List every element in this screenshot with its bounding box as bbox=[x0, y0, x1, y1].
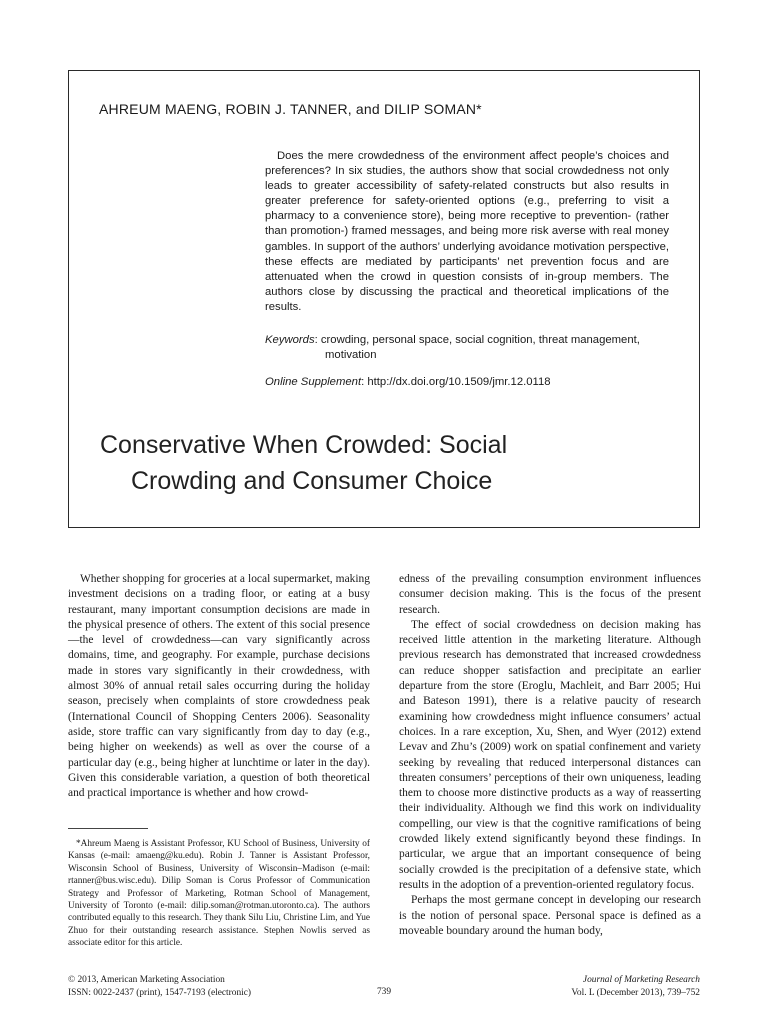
supplement-label: Online Supplement bbox=[265, 376, 362, 388]
abstract: Does the mere crowdedness of the environment affect people’s choices and preferences? In six studies, the authors show that social crowdedness not only leads to greater accessibility of safety-related constructs but also results in greater preference for safety-oriented options (e.g., preferring to visit a pharmacy to a convenience store), being more receptive to prevention- (rather than promotion-) framed messages, and being more risk averse with real money gambles. In support of the authors’ underlying avoidance motivation perspective, these effects are mediated by participants’ net prevention focus and are attenuated when the crowd in question consists of in-group members. The authors close by discussing the practical and theoretical implications of the results. bbox=[265, 150, 669, 313]
left-column bbox=[68, 572, 370, 801]
keywords-list-continued: motivation bbox=[325, 349, 377, 361]
footnote-divider bbox=[68, 828, 148, 829]
body-paragraph: edness of the prevailing consumption environment influences consumer decision making. This is the focus of the present research. bbox=[399, 573, 701, 616]
keywords-label: Keywords bbox=[265, 334, 315, 346]
keywords bbox=[265, 333, 675, 363]
journal-name: Journal of Marketing Research bbox=[582, 975, 700, 985]
right-column bbox=[399, 572, 701, 939]
title-line-1: Conservative When Crowded: Social bbox=[100, 431, 508, 459]
article-header-box bbox=[68, 70, 700, 528]
body-paragraph: Whether shopping for groceries at a local supermarket, making investment decisions on a trading floor, or eating at a busy restaurant, many important consumption decisions are made in the physical presence of others. The extent of this social presence—the level of crowdedness—can vary significantly across domains, time, and geography. For example, purchase decisions made in stores vary significantly in their crowdedness, with almost 30% of annual retail sales occurring during the holiday season, precisely when complaints of store crowdedness peak (International Council of Shopping Centers 2006). Seasonality aside, store traffic can vary significantly from day to day (e.g., being higher on weekends) as well as over the course of a particular day (e.g., being higher at lunchtime or later in the day). Given this considerable variation, a question of both theoretical and practical importance is whether and how crowd- bbox=[68, 573, 370, 800]
page-number: 739 bbox=[376, 987, 392, 997]
online-supplement bbox=[265, 376, 675, 388]
author-line: AHREUM MAENG, ROBIN J. TANNER, and DILIP SOMAN* bbox=[99, 101, 482, 117]
issn-text: ISSN: 0022-2437 (print), 1547-7193 (electronic) bbox=[68, 988, 252, 998]
copyright-text: © 2013, American Marketing Association bbox=[68, 975, 225, 985]
volume-info: Vol. L (December 2013), 739–752 bbox=[571, 988, 700, 998]
author-footnote: *Ahreum Maeng is Assistant Professor, KU School of Business, University of Kansas (e-mail: amaeng@ku.edu). Robin J. Tanner is Assistant Professor, Wisconsin School of Business, University of Wisconsin–Madison (e-mail: rtanner@bus.wisc.edu). Dilip Soman is Corus Professor of Communication Strategy and Professor of Marketing, Rotman School of Management, University of Toronto (e-mail: dilip.soman@rotman.utoronto.ca). The authors contributed equally to this research. They thank Silu Liu, Christine Lim, and Yue Zhuo for their outstanding research assistance. Stephen Nowlis served as associate editor for this article. bbox=[68, 839, 370, 949]
supplement-link[interactable]: : http://dx.doi.org/10.1509/jmr.12.0118 bbox=[361, 376, 551, 388]
body-paragraph: Perhaps the most germane concept in developing our research is the notion of personal space. Personal space is defined as a moveable boundary around the human body, bbox=[399, 894, 701, 937]
footer-right bbox=[571, 974, 700, 1000]
article-title bbox=[69, 427, 701, 499]
title-line-2: Crowding and Consumer Choice bbox=[131, 467, 493, 495]
body-paragraph: The effect of social crowdedness on decision making has received little attention in the marketing literature. Although previous research has demonstrated that increased crowdedness can reduce shopper satisfaction and precipitate an earlier departure from the store (Eroglu, Machleit, and Barr 2005; Hui and Bateson 1991), there is a relative paucity of research examining how crowdedness might influence consumers’ actual choices. In a rare exception, Xu, Shen, and Wyer (2012) extend Levav and Zhu’s (2009) work on spatial confinement and variety seeking by revealing that reduced interpersonal distances can threaten consumers’ perceptions of their own uniqueness, leading them to choose more distinctive products as a way of reasserting their individuality. Although we find this work on individuality compelling, our view is that the cognitive ramifications of being crowded likely extend significantly beyond these findings. In particular, we argue that an important consequence of being socially crowded is the precipitation of a defensive state, which results in the adoption of a prevention-oriented regulatory focus. bbox=[399, 618, 701, 891]
keywords-list: : crowding, personal space, social cognition, threat management, bbox=[314, 334, 640, 346]
